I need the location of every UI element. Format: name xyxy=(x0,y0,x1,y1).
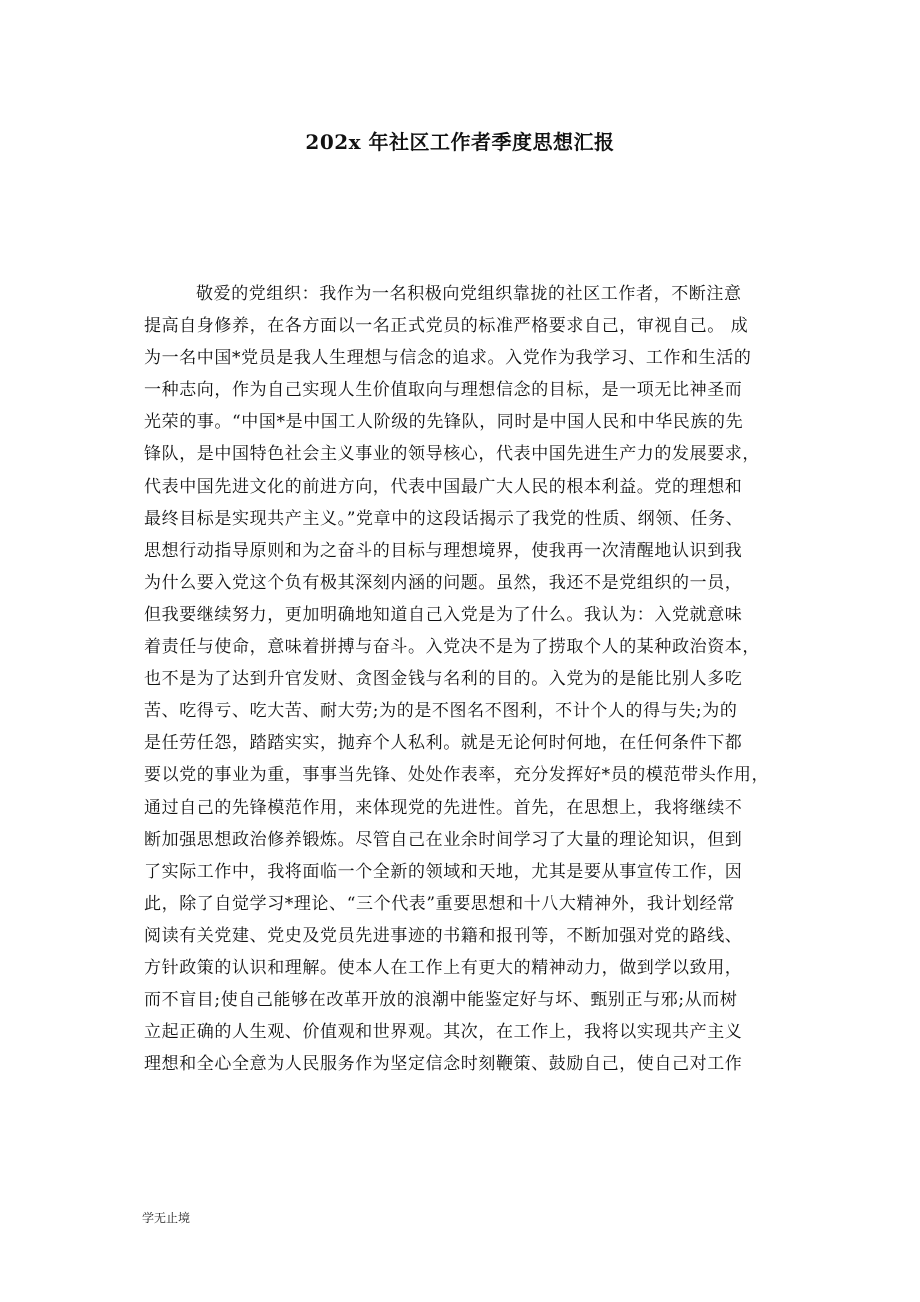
body-line: 提高自身修养，在各方面以一名正式党员的标准严格要求自己，审视自己。 成 xyxy=(144,316,749,337)
body-line: 着责任与使命，意味着拼搏与奋斗。入党决不是为了捞取个人的某种政治资本， xyxy=(144,637,760,658)
body-line: 此，除了自觉学习*理论、“三个代表”重要思想和十八大精神外，我计划经常 xyxy=(144,893,735,914)
body-line: 最终目标是实现共产主义。”党章中的这段话揭示了我党的性质、纲领、任务、 xyxy=(144,508,744,529)
body-line: 一种志向，作为自己实现人生价值取向与理想信念的目标，是一项无比神圣而 xyxy=(144,380,743,401)
body-line: 要以党的事业为重，事事当先锋、处处作表率，充分发挥好*员的模范带头作用， xyxy=(144,765,770,786)
body-line: 而不盲目;使自己能够在改革开放的浪潮中能鉴定好与坏、甄别正与邪;从而树 xyxy=(144,990,738,1011)
body-line: 断加强思想政治修养锻炼。尽管自己在业余时间学习了大量的理论知识，但到 xyxy=(144,829,743,850)
body-line: 光荣的事。“中国*是中国工人阶级的先锋队，同时是中国人民和中华民族的先 xyxy=(144,412,744,433)
body-line: 了实际工作中，我将面临一个全新的领域和天地，尤其是要从事宣传工作，因 xyxy=(144,861,743,882)
body-line: 也不是为了达到升官发财、贪图金钱与名利的目的。入党为的是能比别人多吃 xyxy=(144,669,743,690)
body-line: 阅读有关党建、党史及党员先进事迹的书籍和报刊等，不断加强对党的路线、 xyxy=(144,925,743,946)
body-line: 理想和全心全意为人民服务作为坚定信念时刻鞭策、鼓励自己，使自己对工作 xyxy=(144,1054,743,1075)
body-line: 敬爱的党组织：我作为一名积极向党组织靠拢的社区工作者，不断注意 xyxy=(196,284,742,304)
document-title: 202x 年社区工作者季度思想汇报 xyxy=(305,130,615,154)
body-line: 代表中国先进文化的前进方向，代表中国最广大人民的根本利益。党的理想和 xyxy=(144,476,743,497)
body-line: 锋队，是中国特色社会主义事业的领导核心，代表中国先进生产力的发展要求， xyxy=(144,444,760,465)
body-line: 为什么要入党这个负有极其深刻内涵的问题。虽然，我还不是党组织的一员， xyxy=(144,572,743,593)
body-line: 通过自己的先锋模范作用，来体现党的先进性。首先，在思想上，我将继续不 xyxy=(144,797,743,818)
body-line: 但我要继续努力，更加明确地知道自己入党是为了什么。我认为：入党就意味 xyxy=(144,604,743,625)
body-line: 是任劳任怨，踏踏实实，抛弃个人私利。就是无论何时何地，在任何条件下都 xyxy=(144,733,743,754)
body-line: 苦、吃得亏、吃大苦、耐大劳;为的是不图名不图利，不计个人的得与失;为的 xyxy=(144,701,738,722)
body-line: 方针政策的认识和理解。使本人在工作上有更大的精神动力，做到学以致用， xyxy=(144,957,743,978)
body-line: 思想行动指导原则和为之奋斗的目标与理想境界，使我再一次清醒地认识到我 xyxy=(144,540,743,561)
body-line: 立起正确的人生观、价值观和世界观。其次，在工作上，我将以实现共产主义 xyxy=(144,1022,743,1043)
body-line: 为一名中国*党员是我人生理想与信念的追求。入党作为我学习、工作和生活的 xyxy=(144,348,752,369)
document-body xyxy=(144,278,784,1080)
page-footer: 学无止境 xyxy=(142,1211,191,1225)
